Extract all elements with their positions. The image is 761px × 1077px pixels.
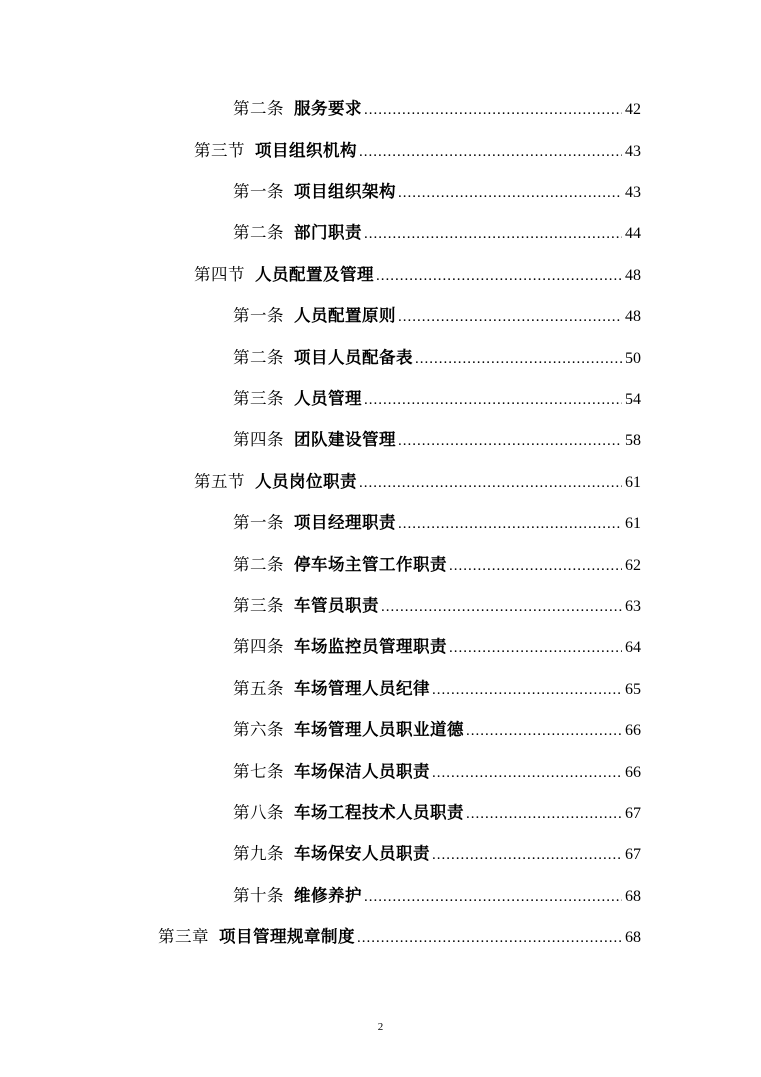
- toc-entry[interactable]: [233, 222, 641, 245]
- toc-entry[interactable]: [233, 678, 641, 701]
- toc-entry-page: 48: [625, 308, 641, 325]
- toc-entry-title: 车场保洁人员职责: [294, 762, 430, 781]
- toc-entry-page: 66: [625, 764, 641, 781]
- toc-entry-number: 第二条: [233, 99, 284, 118]
- toc-entry[interactable]: [233, 181, 641, 204]
- toc-entry-title: 人员岗位职责: [255, 472, 357, 491]
- toc-entry-number: 第二条: [233, 223, 284, 242]
- toc-entry-number: 第六条: [233, 720, 284, 739]
- toc-leader-dots: [357, 927, 622, 949]
- toc-entry[interactable]: [158, 926, 641, 949]
- toc-leader-dots: [381, 596, 622, 618]
- toc-entry-title: 项目经理职责: [294, 513, 396, 532]
- toc-leader-dots: [398, 513, 622, 535]
- toc-entry-number: 第三条: [233, 596, 284, 615]
- toc-leader-dots: [364, 223, 622, 245]
- toc-entry-number: 第八条: [233, 803, 284, 822]
- toc-entry[interactable]: [233, 636, 641, 659]
- toc-leader-dots: [415, 348, 622, 370]
- toc-entry-title: 部门职责: [294, 223, 362, 242]
- toc-entry[interactable]: [194, 264, 641, 287]
- toc-entry-number: 第五节: [194, 472, 245, 491]
- toc-entry-title: 车管员职责: [294, 596, 379, 615]
- toc-entry-number: 第一条: [233, 306, 284, 325]
- toc-entry-title: 项目组织架构: [294, 182, 396, 201]
- toc-entry-page: 48: [625, 267, 641, 284]
- toc-entry[interactable]: [233, 98, 641, 121]
- toc-entry-page: 64: [625, 639, 641, 656]
- page-number: 2: [377, 1021, 384, 1033]
- toc-entry[interactable]: [233, 305, 641, 328]
- toc-entry-title: 车场工程技术人员职责: [294, 803, 464, 822]
- toc-leader-dots: [432, 844, 622, 866]
- toc-entry-title: 车场管理人员职业道德: [294, 720, 464, 739]
- toc-entry-title: 团队建设管理: [294, 430, 396, 449]
- toc-entry[interactable]: [233, 719, 641, 742]
- toc-entry-page: 65: [625, 681, 641, 698]
- toc-entry-page: 61: [625, 515, 641, 532]
- toc-entry-number: 第九条: [233, 844, 284, 863]
- toc-entry-title: 人员管理: [294, 389, 362, 408]
- toc-entry-number: 第四条: [233, 430, 284, 449]
- toc-entry[interactable]: [233, 761, 641, 784]
- toc-entry-number: 第三章: [158, 927, 209, 946]
- toc-entry-page: 43: [625, 184, 641, 201]
- toc-entry-page: 67: [625, 846, 641, 863]
- toc-entry-page: 61: [625, 474, 641, 491]
- toc-entry-number: 第七条: [233, 762, 284, 781]
- toc-entry[interactable]: [194, 471, 641, 494]
- toc-entry-number: 第二条: [233, 555, 284, 574]
- toc-entry-title: 车场监控员管理职责: [294, 637, 447, 656]
- toc-entry-title: 项目管理规章制度: [219, 927, 355, 946]
- toc-entry[interactable]: [233, 388, 641, 411]
- toc-entry-page: 66: [625, 722, 641, 739]
- toc-entry[interactable]: [233, 429, 641, 452]
- toc-entry-page: 63: [625, 598, 641, 615]
- toc-entry-title: 项目组织机构: [255, 141, 357, 160]
- toc-entry-page: 67: [625, 805, 641, 822]
- toc-entry-number: 第四条: [233, 637, 284, 656]
- toc-entry-title: 停车场主管工作职责: [294, 555, 447, 574]
- toc-entry-title: 维修养护: [294, 886, 362, 905]
- toc-leader-dots: [359, 141, 622, 163]
- toc-leader-dots: [466, 803, 622, 825]
- toc-leader-dots: [364, 99, 622, 121]
- toc-leader-dots: [449, 637, 622, 659]
- toc-entry[interactable]: [233, 554, 641, 577]
- toc-entry-number: 第一条: [233, 513, 284, 532]
- toc-leader-dots: [376, 265, 622, 287]
- toc-entry-title: 车场保安人员职责: [294, 844, 430, 863]
- toc-entry[interactable]: [233, 843, 641, 866]
- toc-entry-title: 服务要求: [294, 99, 362, 118]
- toc-entry-page: 44: [625, 225, 641, 242]
- toc-entry-number: 第二条: [233, 348, 284, 367]
- toc-entry-number: 第一条: [233, 182, 284, 201]
- toc-leader-dots: [398, 306, 622, 328]
- toc-entry[interactable]: [233, 347, 641, 370]
- toc-entry-number: 第五条: [233, 679, 284, 698]
- toc-entry-title: 人员配置及管理: [255, 265, 374, 284]
- toc-leader-dots: [432, 679, 622, 701]
- toc-leader-dots: [466, 720, 622, 742]
- toc-entry-page: 43: [625, 143, 641, 160]
- toc-leader-dots: [432, 762, 622, 784]
- toc-leader-dots: [364, 389, 622, 411]
- toc-leader-dots: [449, 555, 622, 577]
- toc-leader-dots: [359, 472, 622, 494]
- toc-entry[interactable]: [233, 595, 641, 618]
- toc-entry-page: 62: [625, 557, 641, 574]
- toc-entry[interactable]: [233, 802, 641, 825]
- toc-entry-page: 42: [625, 101, 641, 118]
- toc-entry-title: 车场管理人员纪律: [294, 679, 430, 698]
- toc-leader-dots: [398, 182, 622, 204]
- toc-entry-title: 人员配置原则: [294, 306, 396, 325]
- toc-leader-dots: [398, 430, 622, 452]
- toc-entry[interactable]: [233, 885, 641, 908]
- toc-entry-number: 第四节: [194, 265, 245, 284]
- toc-entry-page: 50: [625, 350, 641, 367]
- toc-entry-page: 58: [625, 432, 641, 449]
- toc-entry-number: 第三节: [194, 141, 245, 160]
- toc-entry[interactable]: [194, 140, 641, 163]
- toc-entry-title: 项目人员配备表: [294, 348, 413, 367]
- toc-entry-page: 54: [625, 391, 641, 408]
- toc-entry[interactable]: [233, 512, 641, 535]
- toc-entry-number: 第三条: [233, 389, 284, 408]
- toc-entry-page: 68: [625, 888, 641, 905]
- toc-entry-number: 第十条: [233, 886, 284, 905]
- toc-leader-dots: [364, 886, 622, 908]
- toc-entry-page: 68: [625, 929, 641, 946]
